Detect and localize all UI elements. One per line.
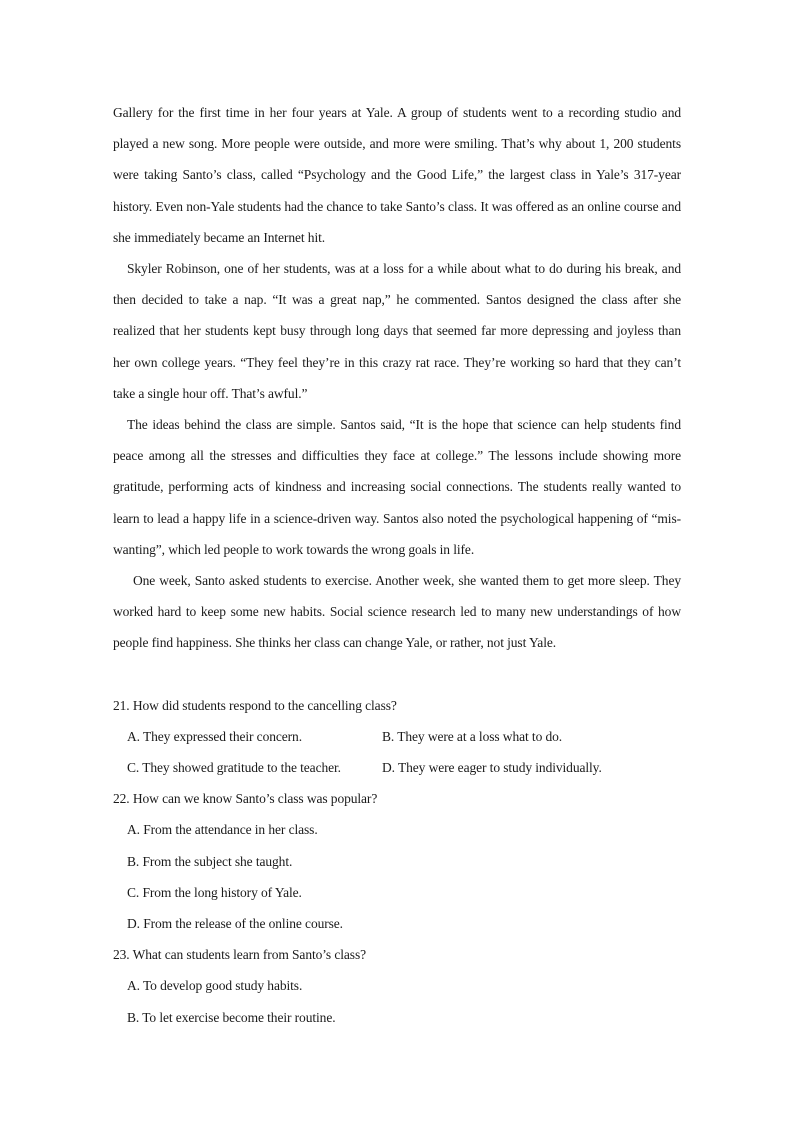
question-stem: 21. How did students respond to the cancelling class?: [113, 697, 397, 713]
option-b: B. To let exercise become their routine.: [127, 1009, 336, 1025]
option-row: [113, 721, 681, 752]
option-c: C. From the long history of Yale.: [127, 884, 302, 900]
option-d: D. From the release of the online course.: [127, 916, 343, 932]
question-21: [113, 690, 681, 784]
passage-paragraph-3: The ideas behind the class are simple. Santos said, “It is the hope that science can help students find peace among all the stresses and difficulties they face at college.” The lessons include showing more gratitude, performing acts of kindness and increasing social connections. The students really wanted to learn to lead a happy life in a science-driven way. Santos also noted the psychological happening of “mis-wanting”, which led people to work towards the wrong goals in life.: [113, 417, 681, 557]
option-a: A. They expressed their concern.: [127, 728, 302, 744]
document-page: [113, 97, 681, 1033]
reading-passage: [113, 97, 681, 659]
option-b: B. From the subject she taught.: [127, 853, 293, 869]
question-list: [113, 690, 681, 1033]
passage-paragraph-1: Gallery for the first time in her four years at Yale. A group of students went to a recording studio and played a new song. More people were outside, and more were smiling. That’s why about 1, 200 students were taking Santo’s class, called “Psychology and the Good Life,” the largest class in Yale’s 317-year history. Even non-Yale students had the chance to take Santo’s class. It was offered as an online course and she immediately became an Internet hit.: [113, 105, 681, 245]
option-d: D. They were eager to study individually.: [382, 760, 602, 776]
question-stem: 23. What can students learn from Santo’s class?: [113, 947, 366, 963]
passage-paragraph-4: One week, Santo asked students to exercise. Another week, she wanted them to get more sleep. They worked hard to keep some new habits. Social science research led to many new understandings of how people find happiness. She thinks her class can change Yale, or rather, not just Yale.: [113, 573, 681, 651]
option-c: C. They showed gratitude to the teacher.: [127, 760, 341, 776]
option-b: B. They were at a loss what to do.: [382, 728, 563, 744]
option-a: A. To develop good study habits.: [127, 978, 303, 994]
option-a: A. From the attendance in her class.: [127, 822, 318, 838]
option-row: [113, 752, 681, 783]
passage-paragraph-2: Skyler Robinson, one of her students, was at a loss for a while about what to do during his break, and then decided to take a nap. “It was a great nap,” he commented. Santos designed the class after she realized that her students kept busy through long days that seemed far more depressing and joyless than her own college years. “They feel they’re in this crazy rat race. They’re working so hard that they can’t take a single hour off. That’s awful.”: [113, 261, 681, 401]
question-23: [113, 939, 681, 1033]
question-22: [113, 783, 681, 939]
question-stem: 22. How can we know Santo’s class was popular?: [113, 791, 378, 807]
